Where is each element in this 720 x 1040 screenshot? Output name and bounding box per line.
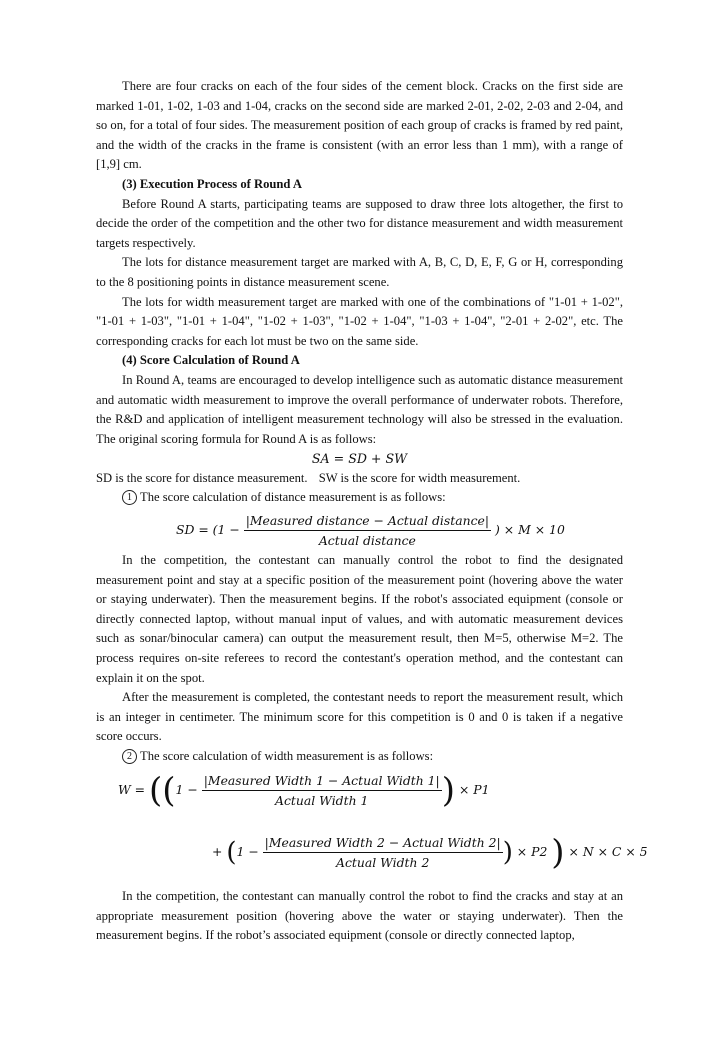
- sd-lhs: SD = (1 −: [176, 522, 240, 537]
- w2-open-paren: (: [226, 837, 237, 868]
- w-lhs: W =: [118, 782, 146, 797]
- paragraph-crack-marking: There are four cracks on each of the four sides of the cement block. Cracks on the first side are marked 1-01, 1-02, 1-03 and 1-04, cracks on the second side are marked 2-01, 2-02, 2-03 and 2-04, and so on, for a total of four sides. The measurement position of each group of cracks is framed by red paint, and the width of the cracks in the frame is consistent (with an error less than 1 mm), with a range of [1,9] cm.: [96, 79, 623, 172]
- w1-denominator: Actual Width 1: [275, 793, 369, 808]
- w2-plus: +: [212, 844, 223, 859]
- circled-number-2: 2: [122, 749, 137, 764]
- sd-sw-definition: [96, 469, 623, 489]
- circled-number-1: 1: [122, 490, 137, 505]
- item-width-text: The score calculation of width measurement is as follows:: [140, 748, 434, 763]
- w-open-paren: ((: [149, 770, 176, 811]
- paragraph-width-procedure: In the competition, the contestant can manually control the robot to find the cracks and stay at an appropriate measurement position (hovering above the water or staying underwater). Then the measurement begins. If the robot’s associated equipment (console or directly connected laptop,: [96, 889, 623, 943]
- w1-one: 1 −: [175, 782, 198, 797]
- paragraph-intelligence: In Round A, teams are encouraged to develop intelligence such as automatic distance measurement and automatic width measurement to improve the overall performance of underwater robots. Therefore, the R&D and application of intelligent measurement technology will also be stressed in the evaluation. The original scoring formula for Round A is as follows:: [96, 372, 623, 446]
- sd-denominator: Actual distance: [318, 533, 416, 548]
- sw-definition: SW is the score for width measurement.: [318, 470, 521, 485]
- paragraph-distance-procedure: In the competition, the contestant can manually control the robot to find the designated measurement point and stay at a specific position of the measurement point (hovering above the water or staying underwater). Then the measurement begins. If the robot's associated equipment (console or directly connected laptop, without manual input of values, and with automatic measurement devices such as sonar/binocular camera) can output the measurement result, then M=5, otherwise M=2. The process requires on-site referees to record the contestant's operation method, and the contestant can explain it on the spot.: [96, 553, 623, 685]
- w1-close-paren: ): [441, 770, 455, 811]
- paragraph-report-result: After the measurement is completed, the contestant needs to report the measurement result, which is an integer in centimeter. The minimum score for this competition is 0 and 0 is taken if a negative score occurs.: [96, 690, 623, 744]
- sd-fraction: [244, 512, 491, 549]
- w2-numerator: |Measured Width 2 − Actual Width 2|: [263, 834, 503, 853]
- item-width-heading: [96, 747, 623, 767]
- w2-close-paren: ): [502, 837, 513, 868]
- paragraph-width-lots: The lots for width measurement target are marked with one of the combinations of "1-01 + 1-02", "1-01 + 1-03", "1-01 + 1-04", "1-02 + 1-03", "1-02 + 1-04", "1-03 + 1-04", "2-01 + 2-02", etc. The corresponding cracks for each lot must be two on the same side.: [96, 294, 623, 348]
- formula-sa: SA = SD + SW: [311, 451, 408, 467]
- paragraph-distance-lots: The lots for distance measurement target are marked with A, B, C, D, E, F, G or H, corresponding to the 8 positioning points in distance measurement scene.: [96, 255, 623, 289]
- paragraph-draw-lots: Before Round A starts, participating teams are supposed to draw three lots altogether, the first to decide the order of the competition and the other two for distance measurement and width measurement targets respectively.: [96, 196, 623, 250]
- formula-sd: [176, 512, 565, 549]
- item-distance-heading: [96, 488, 623, 508]
- w2-denominator: Actual Width 2: [336, 855, 430, 870]
- sd-definition: SD is the score for distance measurement.: [96, 470, 308, 485]
- w2-rhs: × P2: [516, 844, 548, 859]
- w2-tail: × N × C × 5: [568, 844, 648, 859]
- w1-rhs: × P1: [458, 782, 490, 797]
- formula-w-line1: [118, 772, 490, 809]
- heading-execution-process: (3) Execution Process of Round A: [122, 176, 302, 191]
- item-distance-text: The score calculation of distance measurement is as follows:: [140, 490, 446, 505]
- sd-numerator: |Measured distance − Actual distance|: [244, 512, 491, 531]
- sd-rhs: ) × M × 10: [495, 522, 565, 537]
- w2-fraction: [263, 834, 503, 871]
- w-close-paren: ): [551, 832, 565, 873]
- formula-w-line2: [212, 834, 648, 871]
- heading-score-calculation: (4) Score Calculation of Round A: [122, 353, 300, 368]
- w1-numerator: |Measured Width 1 − Actual Width 1|: [202, 772, 442, 791]
- w2-one: 1 −: [236, 844, 259, 859]
- w1-fraction: [202, 772, 442, 809]
